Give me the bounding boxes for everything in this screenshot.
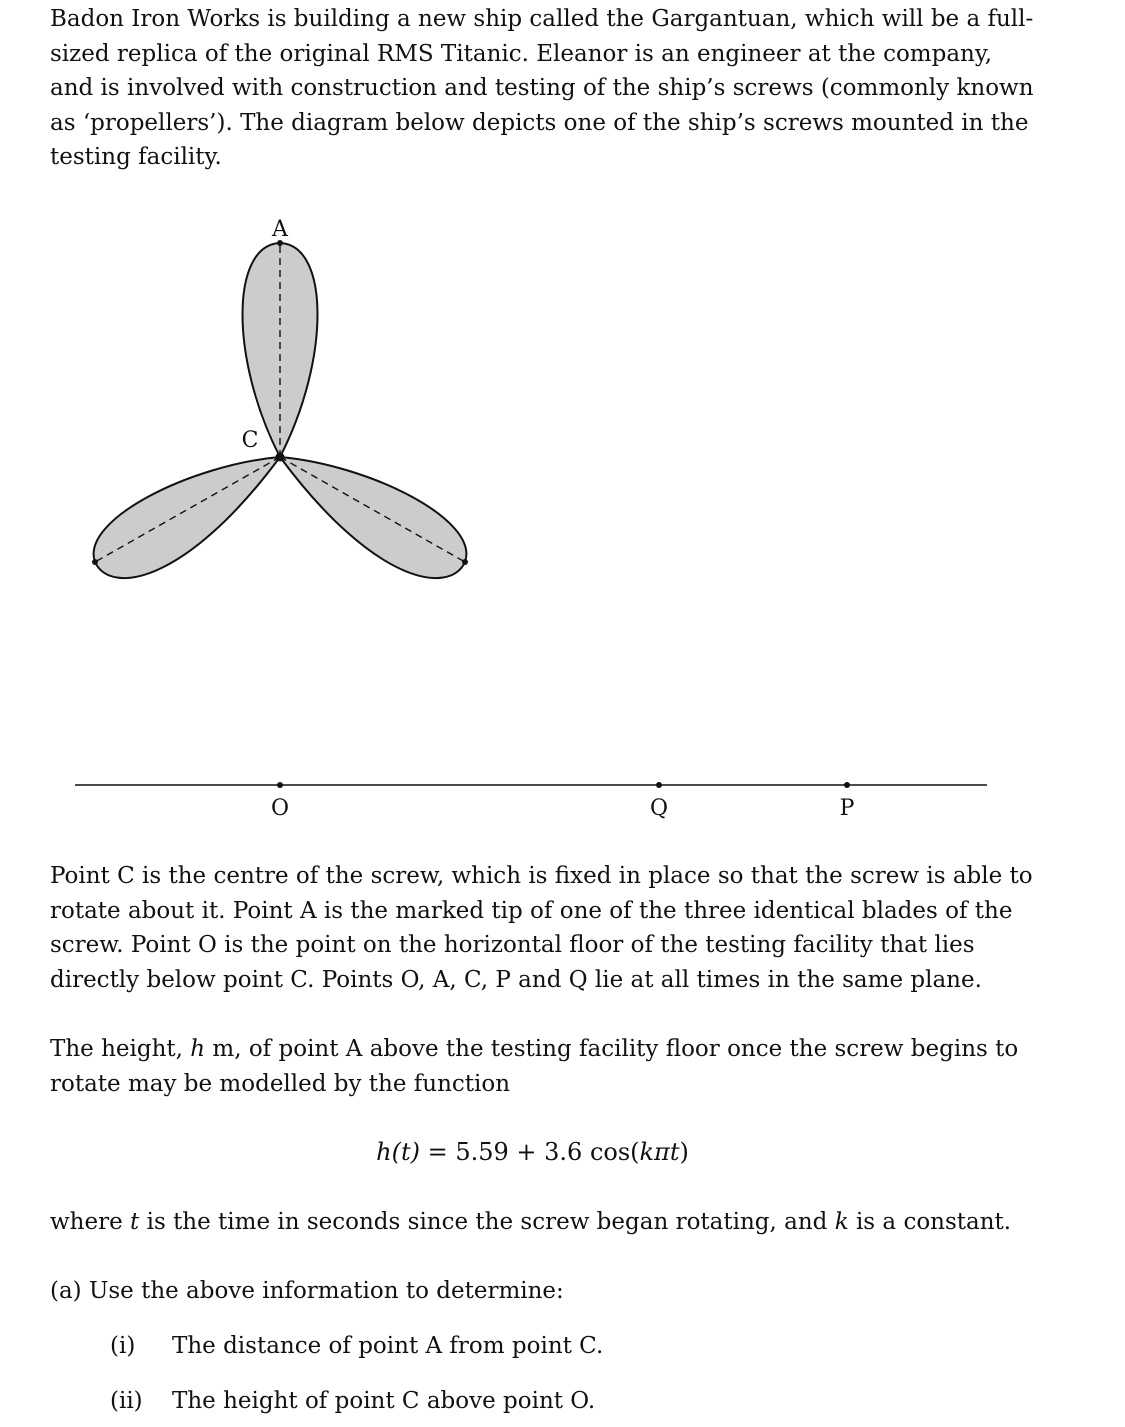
where-text-2: is the time in seconds since the screw began rotating, and xyxy=(139,1209,835,1235)
where-text-1: where xyxy=(50,1209,131,1235)
label-o: O xyxy=(270,796,290,821)
part-i-text: The distance of point A from point C. xyxy=(172,1333,604,1359)
label-q: Q xyxy=(649,796,669,821)
right-tip-dot xyxy=(462,559,468,565)
formula-close: ) xyxy=(679,1138,689,1166)
where-text-3: is a constant. xyxy=(848,1209,1012,1235)
point-p-dot xyxy=(844,782,850,788)
part-ii-text: The height of point C above point O. xyxy=(172,1388,596,1414)
setup-paragraph: Point C is the centre of the screw, which is fixed in place so that the screw is able to rotate about it. Point A is the marked tip of one of the three identical blades of the screw. Point O is the point on the horizontal floor of the testing facility that lies directly below point C. Points O, A, C, P and Q lie at all times in the same plane. xyxy=(50,863,1033,993)
model-var-h: h xyxy=(190,1036,206,1062)
label-p: P xyxy=(839,796,855,821)
where-var-t: t xyxy=(130,1209,140,1235)
formula-lhs: h(t) xyxy=(376,1138,420,1166)
intro-paragraph: Badon Iron Works is building a new ship called the Gargantuan, which will be a full-sized replica of the original RMS Titanic. Eleanor is an engineer at the company, and is involved with construction and testing of the ship’s screws (commonly known as ‘propellers’). The diagram below depicts one of the ship’s screws mounted in the testing facility. xyxy=(50,6,1034,170)
part-i-label: (i) xyxy=(110,1333,136,1359)
question-part-a-ii xyxy=(110,1384,595,1418)
model-paragraph xyxy=(50,1032,1035,1101)
question-part-a-i xyxy=(110,1329,603,1363)
where-paragraph xyxy=(50,1205,1035,1240)
part-ii-label: (ii) xyxy=(110,1388,143,1414)
model-text-2: m, of point A above the testing facility floor once the screw begins to rotate may be modelled by the function xyxy=(50,1036,1019,1097)
point-q-dot xyxy=(656,782,662,788)
question-part-a: (a) Use the above information to determine: xyxy=(50,1278,564,1304)
where-var-k: k xyxy=(834,1209,849,1235)
left-tip-dot xyxy=(92,559,98,565)
label-a: A xyxy=(272,217,288,242)
point-o-dot xyxy=(277,782,283,788)
propeller-blades xyxy=(94,243,467,578)
blade-right xyxy=(280,457,466,578)
formula-rhs: = 5.59 + 3.6 cos( xyxy=(419,1138,640,1166)
label-c: C xyxy=(241,428,259,453)
model-text-1: The height, xyxy=(50,1036,191,1062)
formula-argument: kπt xyxy=(639,1138,680,1166)
point-c-dot xyxy=(276,453,285,462)
height-formula xyxy=(0,1135,1065,1169)
blade-left xyxy=(94,457,280,578)
propeller-diagram xyxy=(0,200,1125,830)
